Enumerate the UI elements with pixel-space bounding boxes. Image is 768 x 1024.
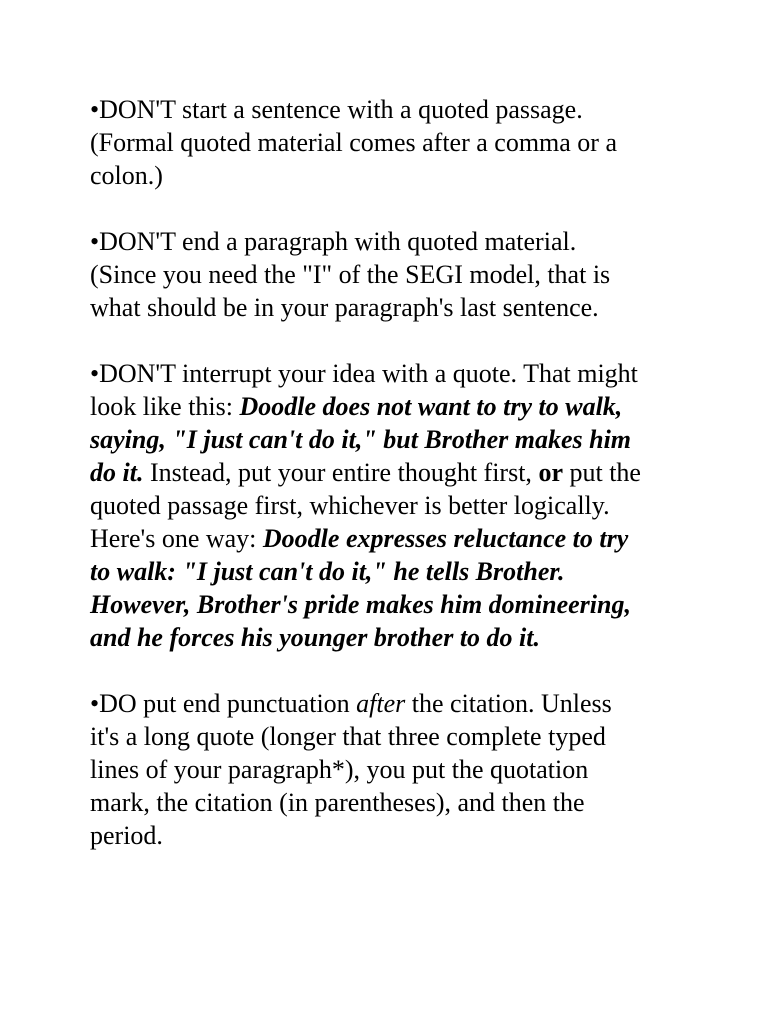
emphasized-text: Doodle expresses reluctance to try [262,524,629,553]
body-text: •DO put end punctuation [90,689,357,718]
text-line [90,687,690,720]
body-text: put the [562,458,641,487]
emphasized-text: saying, "I just can't do it," but Brother makes him [90,425,632,454]
text-line [90,225,690,258]
text-line [90,621,690,654]
text-line [90,720,690,753]
text-line [90,489,690,522]
emphasized-text: Doodle does not want to try to walk, [239,392,623,421]
body-text: the citation. Unless [405,689,612,718]
paragraph-2 [90,225,690,324]
text-line [90,126,690,159]
paragraph-3 [90,357,690,654]
body-text: look like this: [90,392,240,421]
paragraph-4 [90,687,690,852]
paragraph-1 [90,93,690,192]
text-line [90,423,690,456]
body-text: Instead, put your entire thought first, [143,458,539,487]
body-text: colon.) [90,161,163,190]
emphasized-text: to walk: "I just can't do it," he tells Brother. [90,557,565,586]
text-line [90,357,690,390]
body-text: it's a long quote (longer that three complete typed [90,722,606,751]
text-line [90,786,690,819]
emphasized-text: or [538,458,563,487]
emphasized-text: after [356,689,406,718]
body-text: quoted passage first, whichever is better logically. [90,491,610,520]
body-text: mark, the citation (in parentheses), and then the [90,788,585,817]
body-text: •DON'T start a sentence with a quoted passage. [90,95,583,124]
document-body [90,93,690,852]
text-line [90,258,690,291]
text-line [90,390,690,423]
body-text: Here's one way: [90,524,263,553]
body-text: (Since you need the "I" of the SEGI model, that is [90,260,611,289]
body-text: (Formal quoted material comes after a comma or a [90,128,618,157]
body-text: period. [90,821,163,850]
text-line [90,819,690,852]
text-line [90,291,690,324]
text-line [90,753,690,786]
text-line [90,456,690,489]
body-text: •DON'T end a paragraph with quoted material. [90,227,577,256]
emphasized-text: do it. [90,458,144,487]
text-line [90,588,690,621]
text-line [90,522,690,555]
body-text: what should be in your paragraph's last sentence. [90,293,599,322]
emphasized-text: However, Brother's pride makes him domineering, [90,590,631,619]
text-line [90,159,690,192]
emphasized-text: and he forces his younger brother to do it. [90,623,540,652]
text-line [90,93,690,126]
body-text: lines of your paragraph*), you put the quotation [90,755,589,784]
text-line [90,555,690,588]
body-text: •DON'T interrupt your idea with a quote. That might [90,359,638,388]
